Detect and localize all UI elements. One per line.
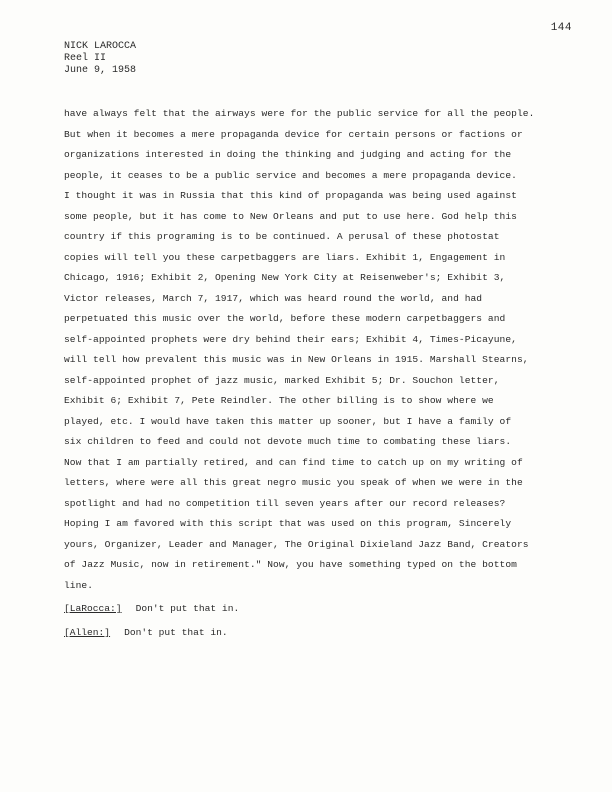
body-line: Hoping I am favored with this script that was used on this program, Sincerely	[64, 518, 512, 529]
body-line: But when it becomes a mere propaganda device for certain persons or factions or	[64, 128, 523, 140]
transcript-body	[64, 104, 564, 644]
transcript-header	[64, 41, 136, 77]
speaker-label: [LaRocca:]	[64, 603, 122, 614]
body-line: have always felt that the airways were for the public service for all the people.	[64, 108, 535, 119]
body-line: will tell how prevalent this music was in New Orleans in 1915. Marshall Stearns,	[64, 354, 529, 365]
body-line: some people, but it has come to New Orleans and put to use here. God help this	[64, 210, 517, 222]
interviewee-name: NICK LAROCCA	[64, 41, 137, 52]
body-line: of Jazz Music, now in retirement." Now, you have something typed on the bottom	[64, 559, 517, 570]
dialogue-text: Don't put that in.	[124, 627, 228, 638]
body-line: yours, Organizer, Leader and Manager, The Original Dixieland Jazz Band, Creators	[64, 538, 529, 550]
body-line: Victor releases, March 7, 1917, which was heard round the world, and had	[64, 292, 483, 304]
body-line: country if this programing is to be continued. A perusal of these photostat	[64, 231, 500, 242]
speaker-label: [Allen:]	[64, 627, 111, 638]
body-line: played, etc. I would have taken this matter up sooner, but I have a family of	[64, 415, 512, 427]
dialogue-line	[64, 598, 564, 620]
body-line: self-appointed prophet of jazz music, marked Exhibit 5; Dr. Souchon letter,	[64, 374, 500, 386]
body-line: copies will tell you these carpetbaggers are liars. Exhibit 1, Engagement in	[64, 251, 506, 263]
body-line: organizations interested in doing the thinking and judging and acting for the	[64, 149, 512, 160]
body-line: six children to feed and could not devote much time to combating these liars.	[64, 436, 512, 447]
dialogue-line	[64, 622, 564, 644]
reel-label: Reel II	[64, 53, 107, 64]
interview-date: June 9, 1958	[64, 65, 137, 76]
body-line: Chicago, 1916; Exhibit 2, Opening New York City at Reisenweber's; Exhibit 3,	[64, 272, 506, 283]
page-number: 144	[550, 22, 572, 34]
body-line: Now that I am partially retired, and can find time to catch up on my writing of	[64, 456, 523, 468]
body-line: people, it ceases to be a public service and becomes a mere propaganda device.	[64, 169, 517, 181]
body-line: letters, where were all this great negro music you speak of when we were in the	[64, 477, 523, 488]
body-line: spotlight and had no competition till seven years after our record releases?	[64, 497, 506, 509]
dialogue-text: Don't put that in.	[135, 603, 240, 614]
body-line: line.	[64, 579, 94, 591]
body-line: self-appointed prophets were dry behind their ears; Exhibit 4, Times-Picayune,	[64, 333, 517, 345]
body-line: perpetuated this music over the world, before these modern carpetbaggers and	[64, 313, 506, 324]
body-line: Exhibit 6; Exhibit 7, Pete Reindler. The other billing is to show where we	[64, 395, 494, 406]
body-line: I thought it was in Russia that this kind of propaganda was being used against	[64, 190, 517, 201]
